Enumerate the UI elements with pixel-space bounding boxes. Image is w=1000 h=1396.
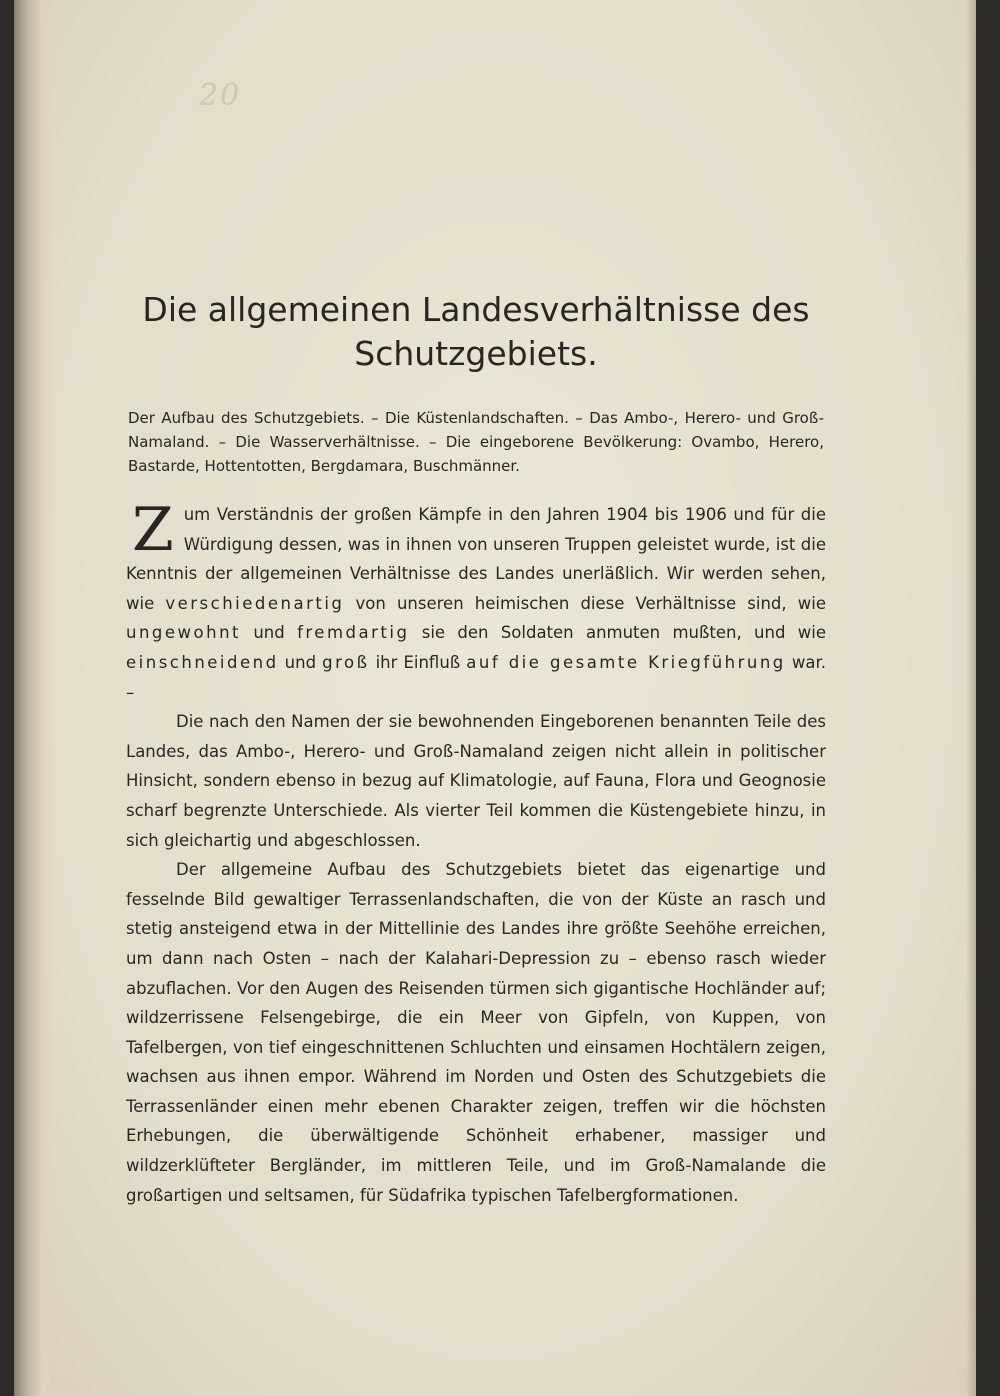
drop-cap: Z bbox=[132, 495, 174, 565]
paragraph-1-text: war. – bbox=[126, 652, 826, 702]
page-edge bbox=[966, 0, 976, 1396]
emphasis-verschiedenartig: verschiedenartig bbox=[165, 593, 345, 613]
paragraph-1-text: und bbox=[241, 623, 298, 643]
chapter-title: Die allgemeinen Landesverhältnisse des Schutzgebiets. bbox=[142, 290, 810, 373]
paragraph-1-text: um Verständnis der großen Kämpfe in den Jahren 1904 bis 1906 und für die Würdigung dessen, was in ihnen von unseren Truppen geleistet wurde, ist die Kenntnis der allgemeinen Verhältnisse des Landes unerläßlich. Wir werden sehen, wie bbox=[126, 505, 826, 613]
page-content bbox=[126, 288, 826, 1210]
body-text bbox=[126, 495, 826, 1210]
paragraph-1-text: von unseren heimischen diese Verhältnisse sind, wie bbox=[344, 593, 826, 613]
paragraph-1-text: und bbox=[278, 652, 323, 672]
emphasis-ungewohnt: ungewohnt bbox=[126, 623, 242, 643]
emphasis-fremdartig: fremdartig bbox=[297, 623, 410, 643]
emphasis-kriegfuehrung: auf die gesamte Kriegführung bbox=[466, 652, 786, 672]
pencil-page-note: 20 bbox=[199, 78, 242, 113]
paragraph-3: Der allgemeine Aufbau des Schutzgebiets bietet das eigenartige und fesselnde Bild gewaltiger Terrassenlandschaften, die von der Küste an rasch und stetig ansteigend etwa in der Mittellinie des Landes ihre größte Seehöhe erreichen, um dann nach Osten – nach der Kalahari-Depression zu – ebenso rasch wieder abzuflachen. Vor den Augen des Reisenden türmen sich gigantische Hochländer auf; wildzerrissene Felsengebirge, die ein Meer von Gipfeln, von Kuppen, von Tafelbergen, von tief eingeschnittenen Schluchten und einsamen Hochtälern zeigen, wachsen aus ihnen empor. Während im Norden und Osten des Schutzgebiets die Terrassenländer einen mehr ebenen Charakter zeigen, treffen wir die höchsten Erhebungen, die überwältigende Schönheit erhabener, massiger und wildzerklüfteter Bergländer, im mittleren Teile, und im Groß-Namalande die großartigen und seltsamen, für Südafrika typischen Tafelbergformationen. bbox=[126, 860, 826, 1205]
paragraph-1 bbox=[126, 495, 826, 707]
paragraph-1-text: ihr Einfluß bbox=[369, 652, 467, 672]
book-gutter bbox=[14, 0, 54, 1396]
page-sheet bbox=[14, 0, 976, 1396]
chapter-summary: Der Aufbau des Schutzgebiets. – Die Küstenlandschaften. – Das Ambo-, Herero- und Groß-Namaland. – Die Wasserverhältnisse. – Die eingeborene Bevölkerung: Ovambo, Herero, Bastarde, Hottentotten, Bergdamara, Buschmänner. bbox=[128, 409, 824, 475]
emphasis-einschneidend: einschneidend bbox=[126, 652, 279, 672]
paragraph-2: Die nach den Namen der sie bewohnenden Eingeborenen benannten Teile des Landes, das Ambo-, Herero- und Groß-Namaland zeigen nicht allein in politischer Hinsicht, sondern ebenso in bezug auf Klimatologie, auf Fauna, Flora und Geognosie scharf begrenzte Unterschiede. Als vierter Teil kommen die Küstengebiete hinzu, in sich gleichartig und abgeschlossen. bbox=[126, 712, 826, 850]
emphasis-gross: groß bbox=[322, 652, 370, 672]
paragraph-1-text: sie den Soldaten anmuten mußten, und wie bbox=[409, 623, 826, 643]
